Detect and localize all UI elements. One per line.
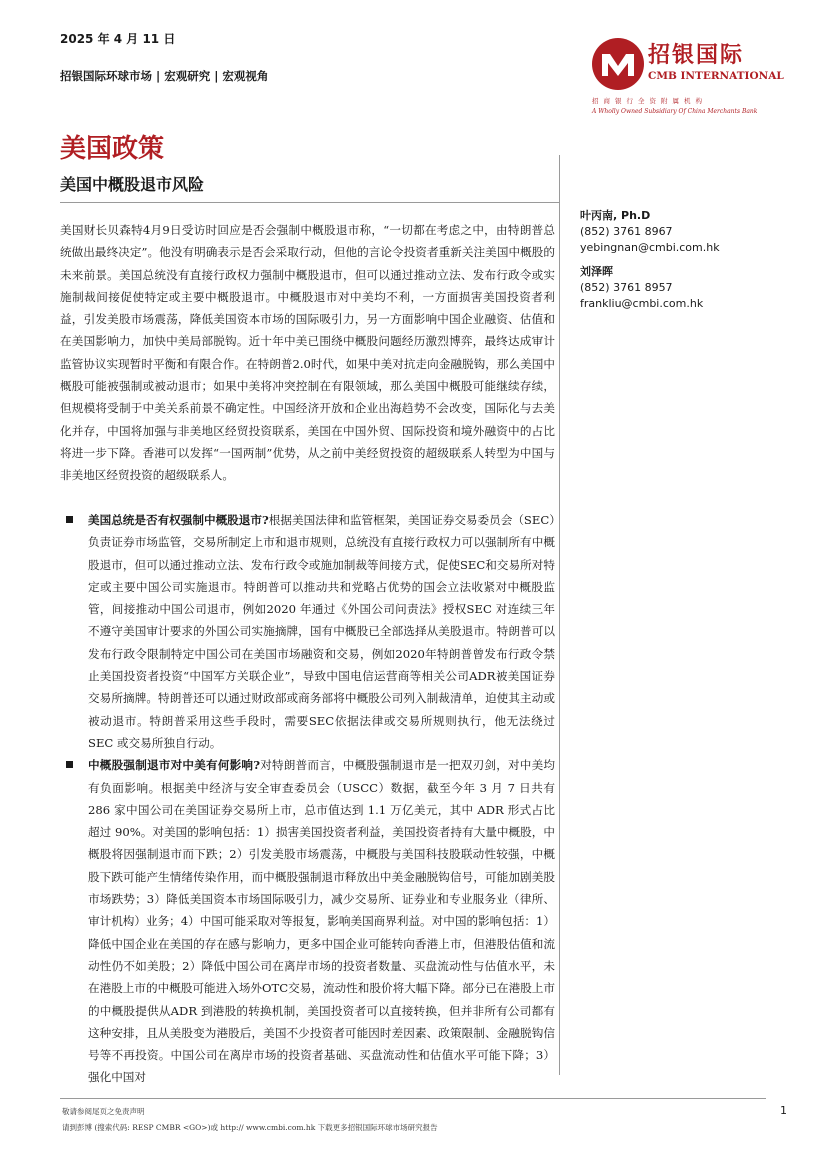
author-block (580, 208, 720, 256)
author-name: 刘泽晖 (580, 265, 613, 278)
bullet-square-icon (66, 761, 73, 768)
summary-paragraph: 美国财长贝森特4月9日受访时回应是否会强制中概股退市称，“一切都在考虑之中，由特朗普总统做出最终决定”。他没有明确表示是否会采取行动，但他的言论令投资者重新关注美国中概股的未来前景。美国总统没有直接行政权力强制中概股退市，但可以通过推动立法、发布行政令或实施制裁间接促使特定或主要中概股退市。中概股退市对中美均不利，一方面损害美国投资者利益，引发美股市场震荡，降低美国资本市场的国际吸引力，另一方面影响中国企业融资、估值和在美国影响力，加快中美局部脱钩。近十年中美已围绕中概股问题经历激烈博弈，最终达成审计监管协议实现暂时平衡和有限合作。在特朗普2.0时代，如果中美对抗走向金融脱钩，那么美国中概股可能被强制或被动退市；如果中美将冲突控制在有限领域，那么美国中概股可能继续存续，但规模将受制于中美关系前景不确定性。中国经济开放和企业出海趋势不会改变，国际化与去美化并存，中国将加强与非美地区经贸投资联系，美国在中国外贸、国际投资和境外融资中的占比将进一步下降。香港可以发挥“一国两制”优势，从之前中美经贸投资的超级联系人转型为中国与非美地区经贸投资的超级联系人。 (60, 223, 555, 483)
logo-subtitle-en: A Wholly Owned Subsidiary Of China Merchants Bank (592, 108, 758, 115)
report-category: 招银国际环球市场 | 宏观研究 | 宏观视角 (60, 69, 269, 83)
page-number: 1 (780, 1104, 787, 1117)
footer-divider (60, 1098, 766, 1099)
author-phone: (852) 3761 8957 (580, 281, 673, 294)
author-email[interactable]: yebingnan@cmbi.com.hk (580, 241, 720, 254)
bullet-text: 根据美国法律和监管框架，美国证券交易委员会（SEC）负责证券市场监管，交易所制定上市和退市规则，总统没有直接行政权力可以强制所有中概股退市，但可以通过推动立法、发布行政令或施加制裁等间接方式，促使SEC和交易所对特定或主要中国公司实施退市。特朗普可以推动共和党略占优势的国会立法收紧对中概股监管，间接推动中国公司退市，例如2020 年通过《外国公司问责法》授权SEC 对连续三年不遵守美国审计要求的外国公司实施摘牌，国有中概股已全部选择从美股退市。特朗普可以发布行政令限制特定中国公司在美国市场融资和交易，例如2020年特朗普曾发布行政令禁止美国投资者投资“中国军方关联企业”，导致中国电信运营商等相关公司ADR被美国证券交易所摘牌。特朗普还可以通过财政部或商务部将中概股公司列入制裁清单，迫使其主动或被动退市。特朗普采用这些手段时，需要SEC依据法律或交易所规则执行，他无法绕过SEC 或交易所独自行动。 (88, 513, 555, 750)
logo-name-cn: 招银国际 (648, 43, 745, 68)
author-phone: (852) 3761 8967 (580, 225, 673, 238)
bullet-square-icon (66, 516, 73, 523)
logo-subtitle-cn: 招商银行全资附属机构 (592, 97, 707, 105)
list-item (60, 509, 555, 754)
report-subtitle: 美国中概股退市风险 (60, 175, 205, 194)
logo-name-en: CMB INTERNATIONAL (648, 70, 784, 82)
author-name: 叶丙南, Ph.D (580, 209, 651, 222)
bullet-text: 对特朗普而言，中概股强制退市是一把双刃剑，对中美均有负面影响。根据美中经济与安全审查委员会（USCC）数据，截至今年 3 月 7 日共有 286 家中国公司在美国证券交易所上市，总市值达到 1.1 万亿美元，其中 ADR 形式占比超过 90%。对美国的影响包括：1）损害美国投资者利益，美国投资者持有大量中概股，中概股将因强制退市而下跌；2）引发美股市场震荡，中概股与美国科技股联动性较强，中概股下跌可能产生情绪传染作用，而中概股强制退市释放出中美金融脱钩信号，可能加剧美股市场跌势；3）降低美国资本市场国际吸引力，减少交易所、证券业和专业服务业（律所、审计机构）业务；4）中国可能采取对等报复，影响美国商界利益。对中国的影响包括：1）降低中国企业在美国的存在感与影响力，更多中国企业可能转向香港上市，但港股估值和流动性仍不如美股；2）降低中国公司在离岸市场的投资者数量、买盘流动性与估值水平，未在港股上市的中概股可能进入场外OTC交易，流动性和股价将大幅下降。部分已在港股上市的中概股提供从ADR 到港股的转换机制，美国投资者可以直接转换，但并非所有公司都有这种安排，且从美股变为港股后，美国不少投资者可能因时差因素、政策限制、金融脱钩信号等不再投资。中国公司在离岸市场的投资者基础、买盘流动性和估值水平可能下降；3）强化中国对 (88, 758, 555, 1085)
bullet-list (60, 509, 555, 1089)
summary-section (60, 219, 555, 487)
author-email[interactable]: frankliu@cmbi.com.hk (580, 297, 704, 310)
bullet-lead: 美国总统是否有权强制中概股退市? (88, 513, 269, 527)
bullet-lead: 中概股强制退市对中美有何影响? (88, 758, 260, 773)
footer-research-note: 请到彭博 (搜索代码: RESP CMBR <GO>)或 http:// www.cmbi.com.hk 下载更多招银国际环球市场研究报告 (62, 1123, 438, 1132)
report-title: 美国政策 (60, 134, 165, 164)
title-divider (60, 202, 560, 203)
list-item (60, 754, 555, 1088)
author-block (580, 264, 703, 312)
footer-disclaimer[interactable]: 敬请参阅尾页之免责声明 (62, 1107, 145, 1116)
cmbi-logo-icon (590, 36, 646, 92)
column-divider (559, 155, 560, 1075)
report-date: 2025 年 4 月 11 日 (60, 32, 176, 46)
